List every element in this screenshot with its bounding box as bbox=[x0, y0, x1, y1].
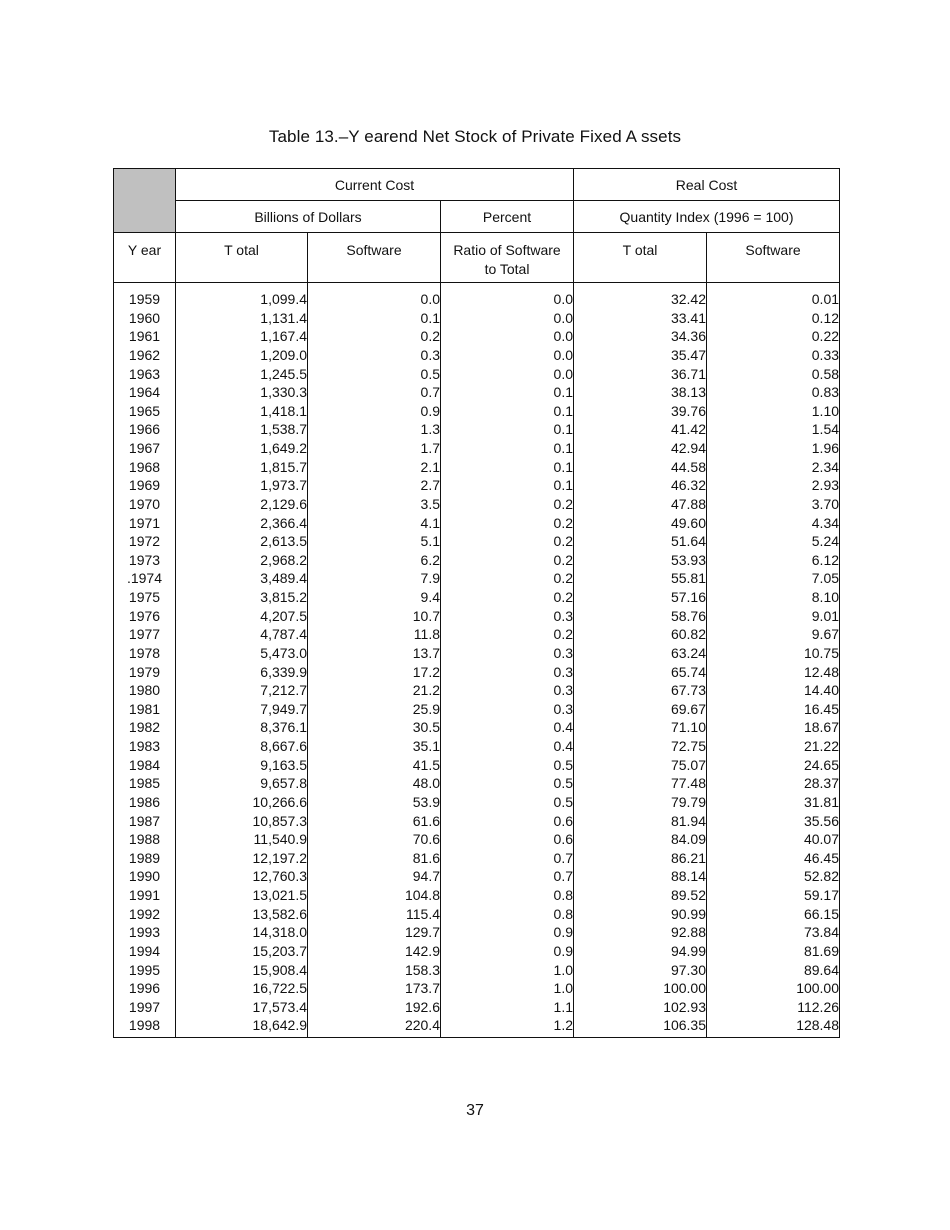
year-cell: 1992 bbox=[114, 905, 176, 924]
total-cell: 5,473.0 bbox=[176, 644, 308, 663]
software-cell: 30.5 bbox=[308, 718, 441, 737]
page-number: 37 bbox=[466, 1102, 484, 1119]
real-software-cell: 21.22 bbox=[707, 737, 840, 756]
ratio-cell: 0.3 bbox=[441, 681, 574, 700]
table-row bbox=[114, 961, 840, 980]
total-cell: 13,021.5 bbox=[176, 886, 308, 905]
ratio-cell: 0.2 bbox=[441, 569, 574, 588]
ratio-cell: 0.1 bbox=[441, 383, 574, 402]
real-total-cell: 46.32 bbox=[574, 476, 707, 495]
ratio-cell: 0.4 bbox=[441, 718, 574, 737]
software-cell: 115.4 bbox=[308, 905, 441, 924]
table-row bbox=[114, 309, 840, 328]
ratio-cell: 0.2 bbox=[441, 625, 574, 644]
real-software-cell: 100.00 bbox=[707, 979, 840, 998]
ratio-header-line1: Ratio of Software bbox=[453, 242, 561, 258]
real-software-cell: 128.48 bbox=[707, 1016, 840, 1037]
total-cell: 13,582.6 bbox=[176, 905, 308, 924]
software-cell: 173.7 bbox=[308, 979, 441, 998]
ratio-cell: 0.7 bbox=[441, 849, 574, 868]
year-cell: 1986 bbox=[114, 793, 176, 812]
software-cell: 53.9 bbox=[308, 793, 441, 812]
real-software-cell: 52.82 bbox=[707, 867, 840, 886]
table-row bbox=[114, 979, 840, 998]
header-current-cost: Current Cost bbox=[176, 169, 574, 201]
real-software-cell: 112.26 bbox=[707, 998, 840, 1017]
table-body bbox=[114, 283, 840, 1038]
real-total-cell: 102.93 bbox=[574, 998, 707, 1017]
ratio-cell: 0.9 bbox=[441, 923, 574, 942]
software-cell: 81.6 bbox=[308, 849, 441, 868]
total-cell: 1,131.4 bbox=[176, 309, 308, 328]
software-cell: 11.8 bbox=[308, 625, 441, 644]
total-cell: 18,642.9 bbox=[176, 1016, 308, 1037]
real-software-cell: 24.65 bbox=[707, 756, 840, 775]
software-cell: 158.3 bbox=[308, 961, 441, 980]
table-row bbox=[114, 283, 840, 309]
software-cell: 70.6 bbox=[308, 830, 441, 849]
real-software-cell: 9.67 bbox=[707, 625, 840, 644]
real-software-cell: 8.10 bbox=[707, 588, 840, 607]
ratio-cell: 0.0 bbox=[441, 346, 574, 365]
software-cell: 21.2 bbox=[308, 681, 441, 700]
ratio-cell: 0.6 bbox=[441, 830, 574, 849]
year-cell: 1975 bbox=[114, 588, 176, 607]
table-row bbox=[114, 476, 840, 495]
real-software-cell: 31.81 bbox=[707, 793, 840, 812]
software-cell: 48.0 bbox=[308, 774, 441, 793]
table-row bbox=[114, 625, 840, 644]
real-software-cell: 16.45 bbox=[707, 700, 840, 719]
real-software-cell: 0.12 bbox=[707, 309, 840, 328]
ratio-cell: 0.5 bbox=[441, 793, 574, 812]
table-row bbox=[114, 830, 840, 849]
ratio-cell: 1.2 bbox=[441, 1016, 574, 1037]
year-cell: 1973 bbox=[114, 551, 176, 570]
table-row bbox=[114, 774, 840, 793]
software-cell: 1.3 bbox=[308, 420, 441, 439]
total-cell: 2,366.4 bbox=[176, 514, 308, 533]
total-cell: 7,949.7 bbox=[176, 700, 308, 719]
total-cell: 1,330.3 bbox=[176, 383, 308, 402]
real-software-cell: 18.67 bbox=[707, 718, 840, 737]
real-total-cell: 77.48 bbox=[574, 774, 707, 793]
software-cell: 0.7 bbox=[308, 383, 441, 402]
real-software-cell: 12.48 bbox=[707, 663, 840, 682]
total-cell: 2,129.6 bbox=[176, 495, 308, 514]
software-cell: 9.4 bbox=[308, 588, 441, 607]
header-billions-of-dollars: Billions of Dollars bbox=[176, 201, 441, 233]
total-cell: 12,760.3 bbox=[176, 867, 308, 886]
header-percent: Percent bbox=[441, 201, 574, 233]
real-software-cell: 35.56 bbox=[707, 812, 840, 831]
software-cell: 61.6 bbox=[308, 812, 441, 831]
real-software-cell: 5.24 bbox=[707, 532, 840, 551]
total-cell: 15,203.7 bbox=[176, 942, 308, 961]
total-cell: 8,667.6 bbox=[176, 737, 308, 756]
total-cell: 1,815.7 bbox=[176, 458, 308, 477]
ratio-cell: 0.2 bbox=[441, 495, 574, 514]
year-cell: 1972 bbox=[114, 532, 176, 551]
real-software-cell: 0.22 bbox=[707, 327, 840, 346]
real-total-cell: 55.81 bbox=[574, 569, 707, 588]
software-cell: 0.1 bbox=[308, 309, 441, 328]
table-row bbox=[114, 886, 840, 905]
total-cell: 1,099.4 bbox=[176, 283, 308, 309]
year-cell: 1997 bbox=[114, 998, 176, 1017]
software-cell: 7.9 bbox=[308, 569, 441, 588]
year-cell: 1977 bbox=[114, 625, 176, 644]
year-cell: 1970 bbox=[114, 495, 176, 514]
total-cell: 11,540.9 bbox=[176, 830, 308, 849]
real-software-cell: 2.93 bbox=[707, 476, 840, 495]
year-cell: 1980 bbox=[114, 681, 176, 700]
real-total-cell: 75.07 bbox=[574, 756, 707, 775]
software-cell: 192.6 bbox=[308, 998, 441, 1017]
total-cell: 1,167.4 bbox=[176, 327, 308, 346]
year-cell: 1987 bbox=[114, 812, 176, 831]
total-cell: 3,489.4 bbox=[176, 569, 308, 588]
table-row bbox=[114, 849, 840, 868]
software-cell: 13.7 bbox=[308, 644, 441, 663]
ratio-cell: 0.0 bbox=[441, 327, 574, 346]
total-cell: 2,613.5 bbox=[176, 532, 308, 551]
total-cell: 14,318.0 bbox=[176, 923, 308, 942]
year-cell: 1990 bbox=[114, 867, 176, 886]
year-cell: 1982 bbox=[114, 718, 176, 737]
year-cell: 1996 bbox=[114, 979, 176, 998]
software-cell: 129.7 bbox=[308, 923, 441, 942]
ratio-cell: 0.3 bbox=[441, 663, 574, 682]
real-software-cell: 40.07 bbox=[707, 830, 840, 849]
real-software-cell: 73.84 bbox=[707, 923, 840, 942]
total-cell: 1,209.0 bbox=[176, 346, 308, 365]
real-total-cell: 39.76 bbox=[574, 402, 707, 421]
year-cell: 1988 bbox=[114, 830, 176, 849]
header-corner-cell bbox=[114, 169, 176, 233]
real-software-cell: 0.58 bbox=[707, 365, 840, 384]
real-software-cell: 1.10 bbox=[707, 402, 840, 421]
software-cell: 220.4 bbox=[308, 1016, 441, 1037]
total-cell: 10,266.6 bbox=[176, 793, 308, 812]
year-cell: 1984 bbox=[114, 756, 176, 775]
real-software-cell: 4.34 bbox=[707, 514, 840, 533]
year-cell: 1971 bbox=[114, 514, 176, 533]
real-total-cell: 84.09 bbox=[574, 830, 707, 849]
real-total-cell: 97.30 bbox=[574, 961, 707, 980]
table-row bbox=[114, 532, 840, 551]
real-total-cell: 41.42 bbox=[574, 420, 707, 439]
ratio-cell: 0.3 bbox=[441, 700, 574, 719]
software-cell: 25.9 bbox=[308, 700, 441, 719]
software-cell: 5.1 bbox=[308, 532, 441, 551]
software-cell: 2.1 bbox=[308, 458, 441, 477]
total-cell: 17,573.4 bbox=[176, 998, 308, 1017]
real-software-cell: 1.54 bbox=[707, 420, 840, 439]
table-row bbox=[114, 569, 840, 588]
ratio-cell: 0.1 bbox=[441, 476, 574, 495]
ratio-cell: 0.1 bbox=[441, 402, 574, 421]
year-cell: 1959 bbox=[114, 283, 176, 309]
real-total-cell: 86.21 bbox=[574, 849, 707, 868]
real-total-cell: 57.16 bbox=[574, 588, 707, 607]
real-total-cell: 90.99 bbox=[574, 905, 707, 924]
year-cell: .1974 bbox=[114, 569, 176, 588]
total-cell: 4,207.5 bbox=[176, 607, 308, 626]
ratio-cell: 0.8 bbox=[441, 905, 574, 924]
real-total-cell: 63.24 bbox=[574, 644, 707, 663]
table-row bbox=[114, 1016, 840, 1037]
year-cell: 1976 bbox=[114, 607, 176, 626]
table-row bbox=[114, 756, 840, 775]
ratio-cell: 1.1 bbox=[441, 998, 574, 1017]
real-software-cell: 28.37 bbox=[707, 774, 840, 793]
year-cell: 1969 bbox=[114, 476, 176, 495]
total-cell: 1,649.2 bbox=[176, 439, 308, 458]
table-row bbox=[114, 588, 840, 607]
table-row bbox=[114, 420, 840, 439]
table-row bbox=[114, 365, 840, 384]
ratio-cell: 0.2 bbox=[441, 532, 574, 551]
software-cell: 41.5 bbox=[308, 756, 441, 775]
real-total-cell: 81.94 bbox=[574, 812, 707, 831]
real-software-cell: 81.69 bbox=[707, 942, 840, 961]
software-cell: 0.0 bbox=[308, 283, 441, 309]
table-row bbox=[114, 402, 840, 421]
total-cell: 3,815.2 bbox=[176, 588, 308, 607]
table-row bbox=[114, 495, 840, 514]
real-total-cell: 34.36 bbox=[574, 327, 707, 346]
real-software-cell: 3.70 bbox=[707, 495, 840, 514]
total-cell: 9,163.5 bbox=[176, 756, 308, 775]
real-total-cell: 60.82 bbox=[574, 625, 707, 644]
total-cell: 1,418.1 bbox=[176, 402, 308, 421]
table-row bbox=[114, 942, 840, 961]
ratio-cell: 0.1 bbox=[441, 420, 574, 439]
real-total-cell: 71.10 bbox=[574, 718, 707, 737]
real-total-cell: 88.14 bbox=[574, 867, 707, 886]
real-total-cell: 33.41 bbox=[574, 309, 707, 328]
table-title: Table 13.–Y earend Net Stock of Private Fixed A ssets bbox=[268, 127, 682, 146]
real-software-cell: 89.64 bbox=[707, 961, 840, 980]
software-cell: 94.7 bbox=[308, 867, 441, 886]
ratio-cell: 0.9 bbox=[441, 942, 574, 961]
table-row bbox=[114, 607, 840, 626]
real-total-cell: 32.42 bbox=[574, 283, 707, 309]
ratio-cell: 1.0 bbox=[441, 979, 574, 998]
ratio-cell: 0.5 bbox=[441, 756, 574, 775]
total-cell: 16,722.5 bbox=[176, 979, 308, 998]
ratio-cell: 0.0 bbox=[441, 365, 574, 384]
column-header-ratio bbox=[441, 233, 574, 283]
table-row bbox=[114, 346, 840, 365]
real-software-cell: 9.01 bbox=[707, 607, 840, 626]
ratio-cell: 0.0 bbox=[441, 283, 574, 309]
table-row bbox=[114, 700, 840, 719]
year-cell: 1968 bbox=[114, 458, 176, 477]
year-cell: 1993 bbox=[114, 923, 176, 942]
real-total-cell: 89.52 bbox=[574, 886, 707, 905]
software-cell: 0.5 bbox=[308, 365, 441, 384]
year-cell: 1985 bbox=[114, 774, 176, 793]
column-header-software: Software bbox=[308, 233, 441, 283]
software-cell: 0.9 bbox=[308, 402, 441, 421]
year-cell: 1991 bbox=[114, 886, 176, 905]
data-table bbox=[113, 168, 840, 1038]
real-total-cell: 49.60 bbox=[574, 514, 707, 533]
table-row bbox=[114, 718, 840, 737]
software-cell: 4.1 bbox=[308, 514, 441, 533]
real-software-cell: 0.83 bbox=[707, 383, 840, 402]
column-header-real-software: Software bbox=[707, 233, 840, 283]
ratio-cell: 0.3 bbox=[441, 607, 574, 626]
year-cell: 1965 bbox=[114, 402, 176, 421]
table-row bbox=[114, 663, 840, 682]
ratio-header-line2: to Total bbox=[484, 261, 530, 277]
year-cell: 1963 bbox=[114, 365, 176, 384]
year-cell: 1981 bbox=[114, 700, 176, 719]
ratio-cell: 0.4 bbox=[441, 737, 574, 756]
year-cell: 1994 bbox=[114, 942, 176, 961]
real-total-cell: 53.93 bbox=[574, 551, 707, 570]
software-cell: 2.7 bbox=[308, 476, 441, 495]
real-total-cell: 92.88 bbox=[574, 923, 707, 942]
real-total-cell: 51.64 bbox=[574, 532, 707, 551]
software-cell: 10.7 bbox=[308, 607, 441, 626]
total-cell: 1,538.7 bbox=[176, 420, 308, 439]
table-row bbox=[114, 812, 840, 831]
year-cell: 1960 bbox=[114, 309, 176, 328]
ratio-cell: 0.1 bbox=[441, 439, 574, 458]
ratio-cell: 0.8 bbox=[441, 886, 574, 905]
real-total-cell: 47.88 bbox=[574, 495, 707, 514]
column-header-year: Y ear bbox=[114, 233, 176, 283]
total-cell: 4,787.4 bbox=[176, 625, 308, 644]
table-row bbox=[114, 383, 840, 402]
total-cell: 2,968.2 bbox=[176, 551, 308, 570]
real-software-cell: 66.15 bbox=[707, 905, 840, 924]
year-cell: 1961 bbox=[114, 327, 176, 346]
real-total-cell: 38.13 bbox=[574, 383, 707, 402]
real-software-cell: 2.34 bbox=[707, 458, 840, 477]
table-row bbox=[114, 737, 840, 756]
table-row bbox=[114, 923, 840, 942]
real-software-cell: 46.45 bbox=[707, 849, 840, 868]
real-software-cell: 0.01 bbox=[707, 283, 840, 309]
real-software-cell: 1.96 bbox=[707, 439, 840, 458]
software-cell: 104.8 bbox=[308, 886, 441, 905]
table-row bbox=[114, 439, 840, 458]
software-cell: 6.2 bbox=[308, 551, 441, 570]
table-row bbox=[114, 681, 840, 700]
header-quantity-index: Quantity Index (1996 = 100) bbox=[574, 201, 840, 233]
table-row bbox=[114, 458, 840, 477]
total-cell: 1,973.7 bbox=[176, 476, 308, 495]
real-software-cell: 0.33 bbox=[707, 346, 840, 365]
real-software-cell: 10.75 bbox=[707, 644, 840, 663]
year-cell: 1962 bbox=[114, 346, 176, 365]
table-row bbox=[114, 793, 840, 812]
real-total-cell: 94.99 bbox=[574, 942, 707, 961]
total-cell: 15,908.4 bbox=[176, 961, 308, 980]
table-row bbox=[114, 867, 840, 886]
year-cell: 1966 bbox=[114, 420, 176, 439]
year-cell: 1989 bbox=[114, 849, 176, 868]
ratio-cell: 0.1 bbox=[441, 458, 574, 477]
real-software-cell: 6.12 bbox=[707, 551, 840, 570]
year-cell: 1978 bbox=[114, 644, 176, 663]
total-cell: 9,657.8 bbox=[176, 774, 308, 793]
ratio-cell: 0.2 bbox=[441, 588, 574, 607]
table-row bbox=[114, 514, 840, 533]
real-total-cell: 58.76 bbox=[574, 607, 707, 626]
real-total-cell: 69.67 bbox=[574, 700, 707, 719]
software-cell: 142.9 bbox=[308, 942, 441, 961]
real-software-cell: 59.17 bbox=[707, 886, 840, 905]
software-cell: 35.1 bbox=[308, 737, 441, 756]
real-total-cell: 36.71 bbox=[574, 365, 707, 384]
total-cell: 8,376.1 bbox=[176, 718, 308, 737]
table-row bbox=[114, 998, 840, 1017]
year-cell: 1967 bbox=[114, 439, 176, 458]
year-cell: 1964 bbox=[114, 383, 176, 402]
year-cell: 1998 bbox=[114, 1016, 176, 1037]
ratio-cell: 0.5 bbox=[441, 774, 574, 793]
ratio-cell: 0.2 bbox=[441, 514, 574, 533]
software-cell: 17.2 bbox=[308, 663, 441, 682]
real-total-cell: 44.58 bbox=[574, 458, 707, 477]
total-cell: 1,245.5 bbox=[176, 365, 308, 384]
software-cell: 1.7 bbox=[308, 439, 441, 458]
year-cell: 1995 bbox=[114, 961, 176, 980]
year-cell: 1979 bbox=[114, 663, 176, 682]
software-cell: 0.2 bbox=[308, 327, 441, 346]
real-total-cell: 100.00 bbox=[574, 979, 707, 998]
ratio-cell: 0.7 bbox=[441, 867, 574, 886]
table-row bbox=[114, 551, 840, 570]
real-total-cell: 65.74 bbox=[574, 663, 707, 682]
real-software-cell: 7.05 bbox=[707, 569, 840, 588]
real-total-cell: 79.79 bbox=[574, 793, 707, 812]
total-cell: 7,212.7 bbox=[176, 681, 308, 700]
ratio-cell: 1.0 bbox=[441, 961, 574, 980]
real-software-cell: 14.40 bbox=[707, 681, 840, 700]
real-total-cell: 72.75 bbox=[574, 737, 707, 756]
ratio-cell: 0.3 bbox=[441, 644, 574, 663]
real-total-cell: 42.94 bbox=[574, 439, 707, 458]
table-row bbox=[114, 644, 840, 663]
total-cell: 12,197.2 bbox=[176, 849, 308, 868]
software-cell: 0.3 bbox=[308, 346, 441, 365]
ratio-cell: 0.0 bbox=[441, 309, 574, 328]
software-cell: 3.5 bbox=[308, 495, 441, 514]
total-cell: 10,857.3 bbox=[176, 812, 308, 831]
table-row bbox=[114, 905, 840, 924]
table-row bbox=[114, 327, 840, 346]
column-header-total: T otal bbox=[176, 233, 308, 283]
total-cell: 6,339.9 bbox=[176, 663, 308, 682]
real-total-cell: 106.35 bbox=[574, 1016, 707, 1037]
ratio-cell: 0.2 bbox=[441, 551, 574, 570]
real-total-cell: 67.73 bbox=[574, 681, 707, 700]
year-cell: 1983 bbox=[114, 737, 176, 756]
header-real-cost: Real Cost bbox=[574, 169, 840, 201]
ratio-cell: 0.6 bbox=[441, 812, 574, 831]
real-total-cell: 35.47 bbox=[574, 346, 707, 365]
column-header-real-total: T otal bbox=[574, 233, 707, 283]
